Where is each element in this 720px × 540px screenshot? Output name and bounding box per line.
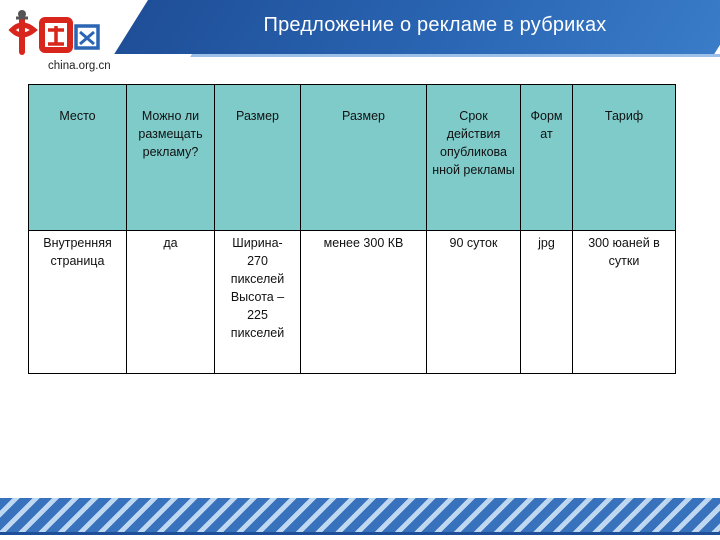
ad-offer-table — [28, 84, 676, 374]
slide-footer — [0, 492, 720, 540]
cell-place: Внутренняя страница — [29, 231, 127, 374]
header-band-accent — [190, 54, 720, 57]
table-header-row — [29, 85, 676, 231]
column-header-allowed: Можно ли размещать рекламу? — [127, 85, 215, 231]
column-header-dimensions: Размер — [215, 85, 301, 231]
column-header-format: Форм ат — [521, 85, 573, 231]
china-logo-icon — [8, 6, 148, 66]
cell-file-size: менее 300 КВ — [301, 231, 427, 374]
logo-domain-text: china.org.cn — [48, 60, 111, 72]
footer-line — [0, 532, 720, 535]
china-org-logo — [8, 6, 148, 76]
cell-dimensions: Ширина- 270 пикселей Высота – 225 пикселей — [215, 231, 301, 374]
slide-header — [0, 0, 720, 92]
table-row — [29, 231, 676, 374]
column-header-rate: Тариф — [573, 85, 676, 231]
slide-title: Предложение о рекламе в рубриках — [263, 13, 607, 36]
cell-format: jpg — [521, 231, 573, 374]
cell-duration: 90 суток — [427, 231, 521, 374]
footer-stripes — [0, 498, 720, 532]
cell-allowed: да — [127, 231, 215, 374]
column-header-duration: Срок действия опубликова нной рекламы — [427, 85, 521, 231]
cell-rate: 300 юаней в сутки — [573, 231, 676, 374]
column-header-file-size: Размер — [301, 85, 427, 231]
column-header-place: Место — [29, 85, 127, 231]
